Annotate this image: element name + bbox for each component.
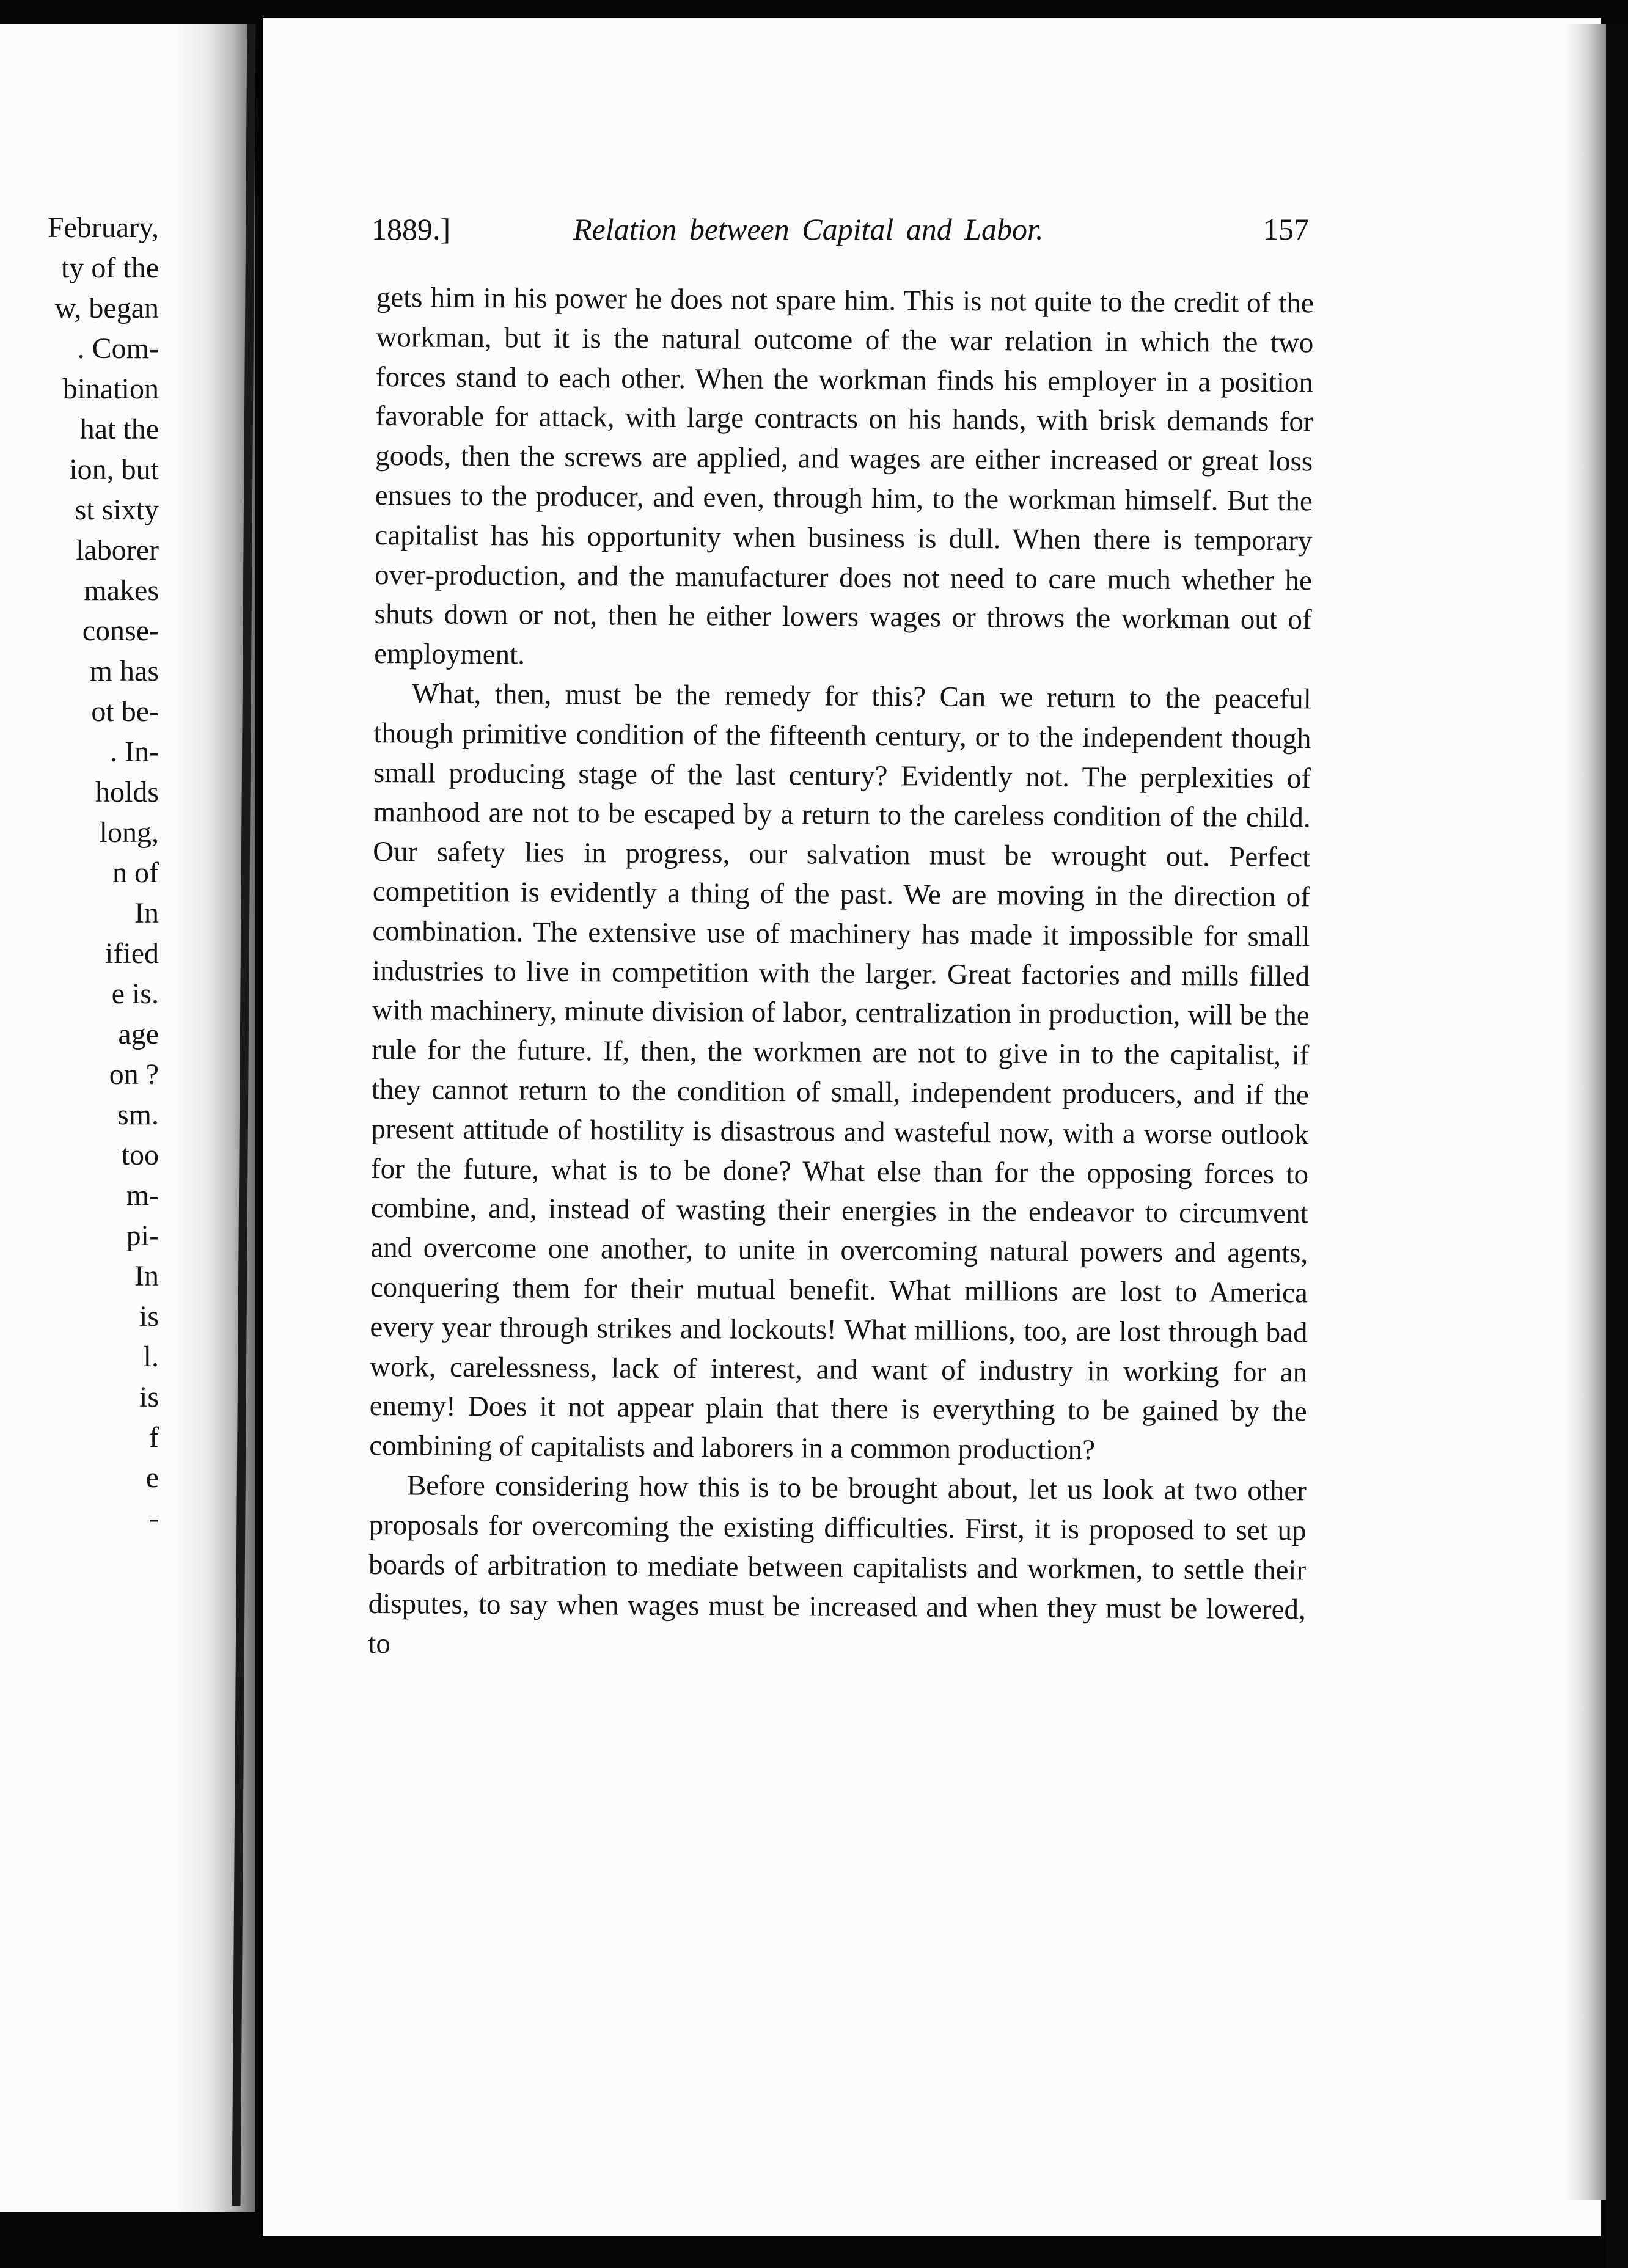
left-fragment: ified [105,937,159,970]
left-fragment: too [121,1139,159,1171]
article-body [368,278,1314,1669]
left-fragment: is [139,1300,159,1333]
left-fragment: bination [62,373,159,405]
header-year: 1889.] [372,212,451,246]
paragraph: gets him in his power he does not spare him. This is not quite to the credit of the workman, but it is the natural outcome of the war relation in which the two forces stand to each other. When the workman finds his employer in a position favorable for attack, with large contracts on his hands, with brisk demands for goods, then the screws are applied, and wages are either increased or great loss ensues to the producer, and even, through him, to the workman himself. But the capitalist has his opportunity when business is dull. When there is temporary over-production, and the manufacturer does not need to care much whether he shuts down or not, then he either lowers wages or throws the workman out of employment. [374,281,1314,671]
left-fragment: pi- [126,1220,159,1252]
left-fragment: holds [95,776,159,808]
header-title: Relation between Capital and Labor. [573,212,1044,246]
left-fragment: In [134,897,159,929]
left-fragment: makes [84,574,159,607]
left-fragment: sm. [117,1099,159,1131]
left-fragment: In [134,1260,159,1292]
left-fragment: ion, but [69,453,159,486]
page-edge-frame [1606,24,1628,2268]
left-fragment: laborer [76,534,159,566]
left-fragment: February, [47,211,159,244]
left-fragment: - [149,1502,159,1534]
paragraph: What, then, must be the remedy for this? Can we return to the peaceful though primitive condition of the fifteenth century, or to the independent though small producing stage of the last century? Evidently not. The perplexities of manhood are not to be escaped by a return to the careless condition of the child. Our safety lies in progress, our salvation must be wrought out. Perfect competition is evidently a thing of the past. We are moving in the direction of combination. The extensive use of machinery has made it impossible for small industries to live in competition with the larger. Great factories and mills filled with machinery, minute division of labor, centralization in production, will be the rule for the future. If, then, the workmen are not to give in to the capitalist, if they cannot return to the condition of small, independent producers, and if the present attitude of hostility is disastrous and wasteful now, with a worse outlook for the future, what is to be done? What else than for the opposing forces to combine, and, instead of wasting their energies in the endeavor to circumvent and overcome one another, to unite in overcoming natural powers and agents, conquering them for their mutual benefit. What millions are lost to America every year through strikes and lockouts! What millions, too, are lost through bad work, carelessness, lack of interest, and want of industry in working for an enemy! Does it not appear plain that there is everything to be gained by the combining of capitalists and laborers in a common production? [369,678,1311,1466]
left-fragment: l. [143,1341,159,1373]
left-fragment: . In- [110,736,159,768]
page-edge-shadow [1564,24,1607,2200]
left-fragment: m has [89,655,159,687]
left-fragment: on ? [109,1058,159,1091]
left-fragment: f [149,1421,159,1454]
left-fragment: n of [112,857,159,889]
left-fragment: age [118,1018,159,1050]
left-fragment: st sixty [75,494,159,526]
paragraph: Before considering how this is to be brought about, let us look at two other proposals for overcoming the existing difficulties. First, it is proposed to set up boards of arbitration to mediate between capitalists and workmen, to settle their disputes, to say when wages must be increased and when they must be lowered, to [368,1469,1307,1660]
left-fragment: w, began [54,292,159,324]
previous-page-fragments [0,208,159,1538]
left-fragment: hat the [79,413,159,445]
page-number: 157 [1263,212,1309,246]
left-fragment: e is. [111,978,159,1010]
left-fragment: ot be- [91,695,159,728]
left-fragment: conse- [82,615,159,647]
running-head [372,211,1309,254]
left-fragment: . Com- [77,332,159,365]
left-fragment: ty of the [61,252,159,284]
left-fragment: m- [126,1179,159,1212]
left-fragment: is [139,1381,159,1413]
left-fragment: long, [99,816,159,849]
left-fragment: e [145,1461,159,1494]
